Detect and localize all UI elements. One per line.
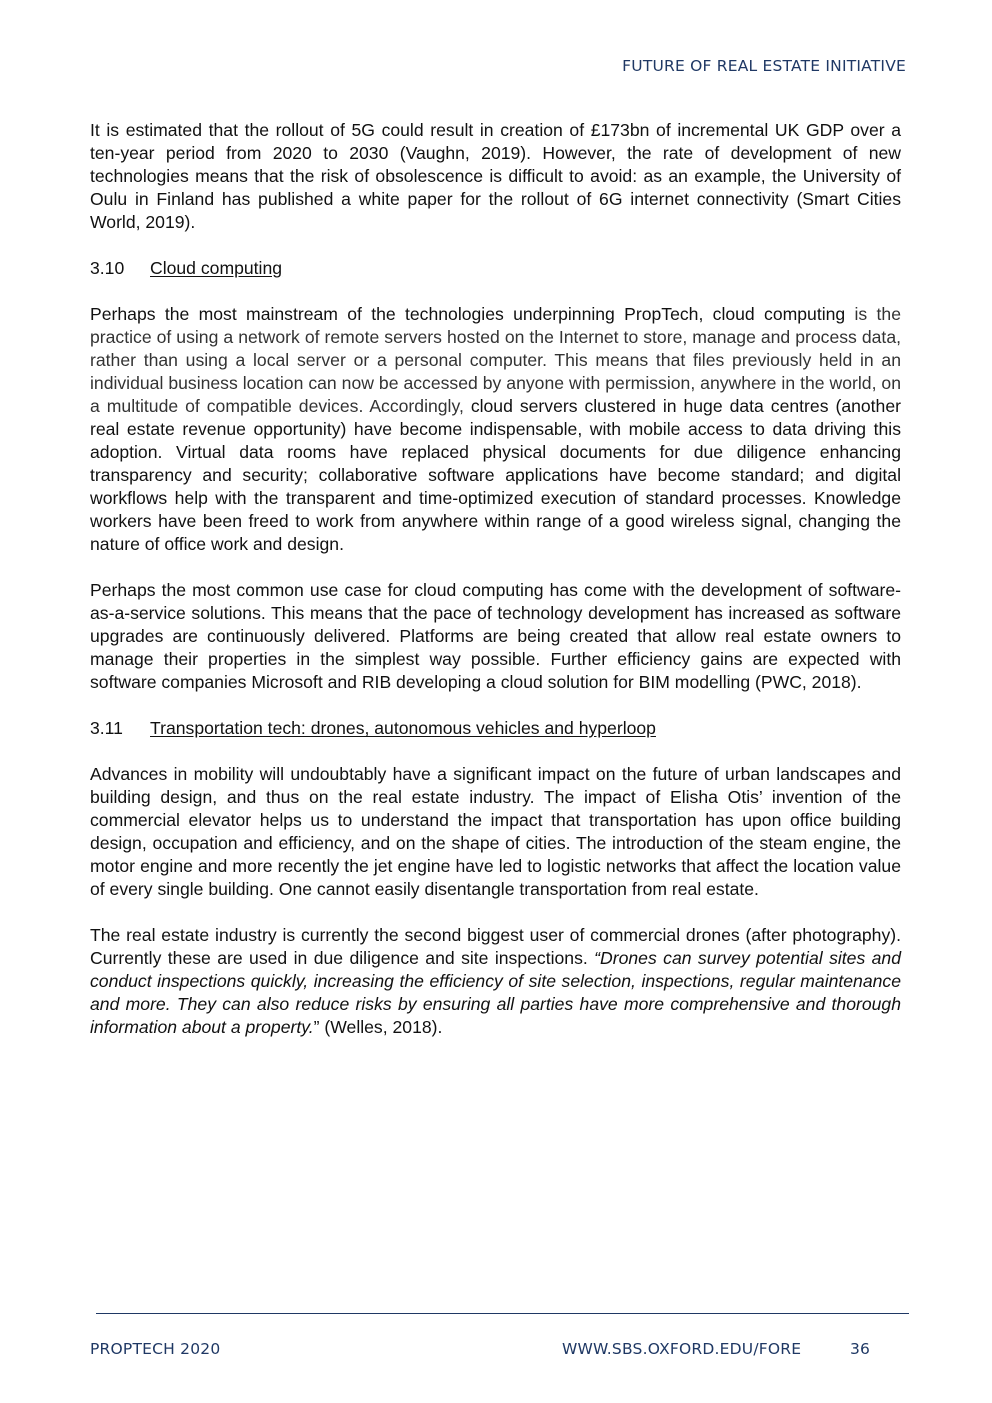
footer-publication: PROPTECH 2020 (90, 1340, 221, 1358)
section-title: Cloud computing (150, 258, 283, 278)
text-run: The real estate industry is currently the second biggest user of commercial drones (after photography). Currently these are used in due diligence and site inspections. (90, 925, 901, 968)
footer-url-link[interactable]: WWW.SBS.OXFORD.EDU/FORE (562, 1340, 802, 1358)
text-run: cloud servers clustered in huge data centres (another real estate revenue opportunity) have become indispensable, with mobile access to data driving this adoption. Virtual data rooms have replaced physical documents for due diligence enhancing transparency and security; collaborative software applications have become standard; and digital workflows help with the transparent and time-optimized execution of standard processes. Knowledge workers have been freed to work from anywhere within range of a good wireless signal, changing the nature of office work and design. (90, 396, 901, 554)
running-header: FUTURE OF REAL ESTATE INITIATIVE (622, 57, 906, 75)
section-heading-cloud-computing (90, 257, 901, 280)
paragraph-drones (90, 924, 901, 1039)
section-heading-transportation (90, 717, 901, 740)
text-run: ” (Welles, 2018). (313, 1017, 443, 1037)
section-number: 3.10 (90, 258, 125, 278)
paragraph-mobility: Advances in mobility will undoubtably have a significant impact on the future of urban landscapes and building design, and thus on the real estate industry. The impact of Elisha Otis’ invention of the commercial elevator helps us to understand the impact that transportation has upon office building design, occupation and efficiency, and on the shape of cities. The introduction of the steam engine, the motor engine and more recently the jet engine have led to logistic networks that affect the location value of every single building. One cannot easily disentangle transportation from real estate. (90, 764, 901, 899)
text-run: Perhaps the most mainstream of the technologies underpinning PropTech, cloud computing (90, 304, 855, 324)
paragraph-5g: It is estimated that the rollout of 5G could result in creation of £173bn of incremental UK GDP over a ten-year period from 2020 to 2030 (Vaughn, 2019). However, the rate of development of new technologies means that the risk of obsolescence is difficult to avoid: as an example, the University of Oulu in Finland has published a white paper for the rollout of 6G internet connectivity (Smart Cities World, 2019). (90, 120, 901, 232)
page-number: 36 (850, 1340, 871, 1358)
paragraph-saas: Perhaps the most common use case for cloud computing has come with the development of software-as-a-service solutions. This means that the pace of technology development has increased as software upgrades are continuously delivered. Platforms are being created that allow real estate owners to manage their properties in the simplest way possible. Further efficiency gains are expected with software companies Microsoft and RIB developing a cloud solution for BIM modelling (PWC, 2018). (90, 580, 901, 692)
quote-italic: “Drones can survey potential sites and conduct inspections quickly, increasing the efficiency of site selection, inspections, regular maintenance and more. They can also reduce risks by ensuring all parties have more comprehensive and thorough information about a property. (90, 948, 901, 1037)
section-title: Transportation tech: drones, autonomous vehicles and hyperloop (150, 718, 656, 738)
section-number: 3.11 (90, 718, 123, 738)
text-run-grey: is the practice of using a network of remote servers hosted on the Internet to store, manage and process data, rather than using a local server or a personal computer. This means that files previously held in an individual business location can now be accessed by anyone with permission, anywhere in the world, on a multitude of compatible devices. Accordingly, (90, 304, 901, 416)
paragraph-cloud-definition (90, 303, 901, 556)
footer-divider (96, 1313, 909, 1314)
page-body (90, 119, 901, 1062)
